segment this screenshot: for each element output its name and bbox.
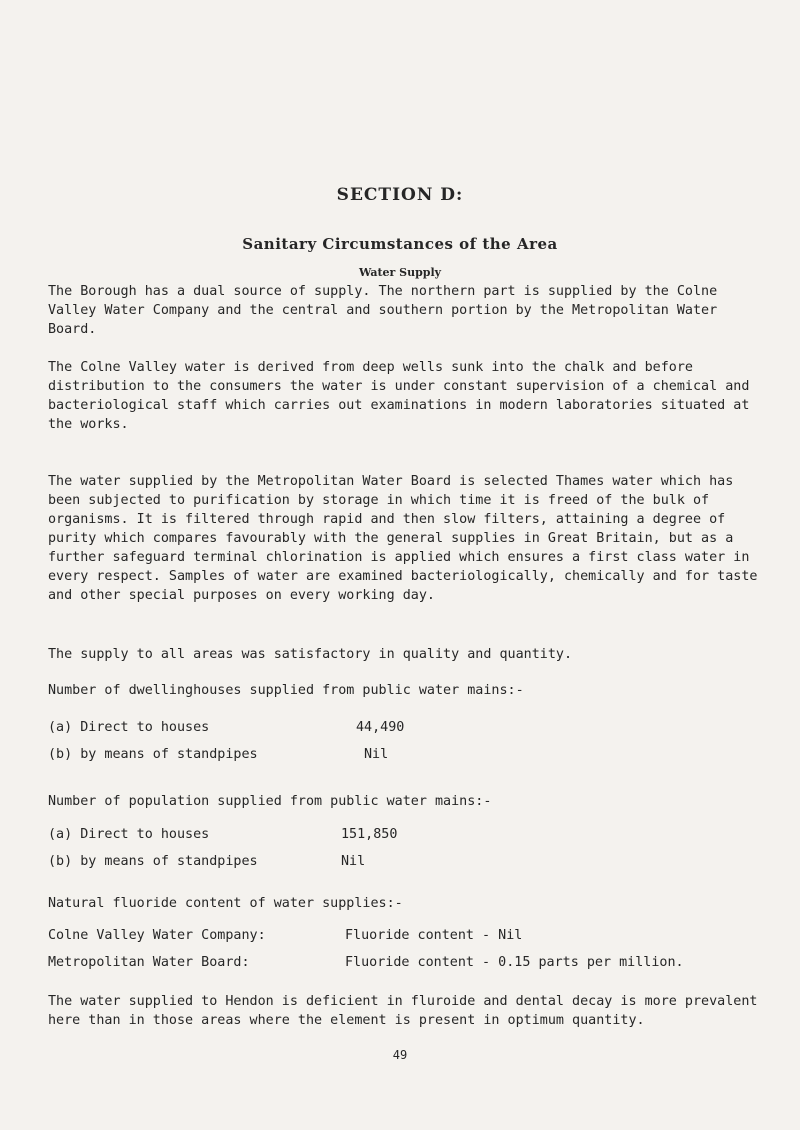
dwellings-standpipes-value: Nil [364, 747, 389, 762]
population-standpipes-label: (b) by means of standpipes [48, 854, 258, 869]
section-title: SECTION D: [336, 185, 464, 205]
dwellings-heading: Number of dwellinghouses supplied from public water mains:- [48, 683, 524, 698]
dwellings-standpipes-label: (b) by means of standpipes [48, 747, 258, 762]
section-subtitle: Sanitary Circumstances of the Area [242, 235, 558, 253]
dwellings-direct-value: 44,490 [356, 720, 405, 735]
paragraph-metropolitan: The water supplied by the Metropolitan Water Board is selected Thames water which has been subjected to purification by storage in which time it is freed of the bulk of organisms. It is filtered through rapid and then slow filters, attaining a degree of purity which compares favourably with the general supplies in Great Britain, but as a further safeguard terminal chlorination is applied which ensures a first class water in every respect. Samples of water are examined bacteriologically, chemically and for taste and other special purposes on every working day. [48, 474, 758, 603]
fluoride-metropolitan-value: Fluoride content - 0.15 parts per million. [345, 955, 684, 970]
population-direct-value: 151,850 [341, 827, 398, 842]
population-heading: Number of population supplied from public water mains:- [48, 794, 492, 809]
section-sub-subtitle: Water Supply [358, 266, 442, 279]
fluoride-colne-label: Colne Valley Water Company: [48, 928, 266, 943]
paragraph-supply-sources: The Borough has a dual source of supply. The northern part is supplied by the Colne Valley Water Company and the central and southern portion by the Metropolitan Water Board. [48, 284, 718, 337]
fluoride-heading: Natural fluoride content of water supplies:- [48, 896, 403, 911]
paragraph-fluoride-deficiency: The water supplied to Hendon is deficient in fluroide and dental decay is more prevalent here than in those areas where the element is present in optimum quantity. [48, 994, 758, 1028]
page-number: 49 [392, 1048, 408, 1062]
paragraph-colne-valley: The Colne Valley water is derived from deep wells sunk into the chalk and before distribution to the consumers the water is under constant supervision of a chemical and bacteriological staff which carries out examinations in modern laboratories situated at the works. [48, 360, 750, 432]
paragraph-supply-satisfactory: The supply to all areas was satisfactory in quality and quantity. [48, 647, 573, 662]
fluoride-colne-value: Fluoride content - Nil [345, 928, 523, 943]
population-standpipes-value: Nil [341, 854, 366, 869]
fluoride-metropolitan-label: Metropolitan Water Board: [48, 955, 250, 970]
dwellings-direct-label: (a) Direct to houses [48, 720, 210, 735]
population-direct-label: (a) Direct to houses [48, 827, 210, 842]
